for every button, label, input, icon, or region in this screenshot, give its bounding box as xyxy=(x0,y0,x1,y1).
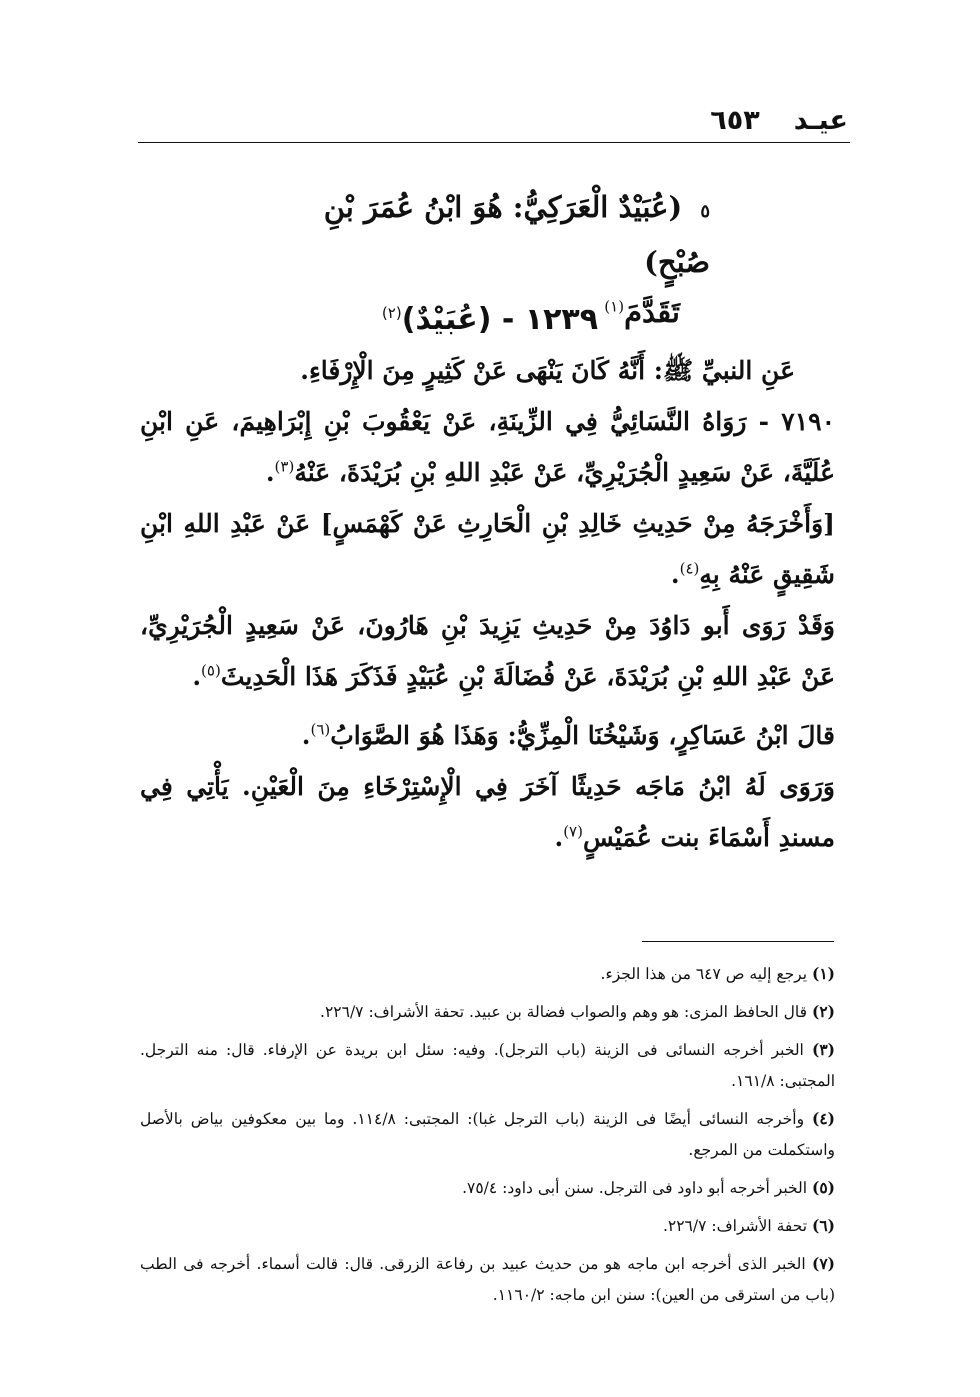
footnote-number: (٤) xyxy=(812,1109,836,1128)
footnote-ref-5: (٥) xyxy=(201,661,221,680)
footnote-number: (٦) xyxy=(811,1216,835,1235)
main-text xyxy=(140,345,835,863)
entry-heading-line2-text: تَقَدَّمَ xyxy=(624,295,680,329)
footnote-ref-7: (٧) xyxy=(563,822,583,841)
paragraph-4-text: وَقَدْ رَوَى أَبو دَاوُدَ مِنْ حَدِيثِ يَزِيدَ بْنِ هَارُونَ، عَنْ سَعِيدٍ الْجُرَيْرِيِّ، عَنْ عَبْدِ اللهِ بْنِ بُرَيْدَةَ، عَنْ فُضَالَةَ بْنِ عُبَيْدٍ فَذَكَرَ هَذَا الْحَدِيثَ xyxy=(140,611,835,691)
footnote-text: الخبر الذى أخرجه ابن ماجه هو من حديث عبيد بن رفاعة الزرقى. قال: قالت أسماء. أخرجه فى الطب (باب من استرقى من العين): سنن ابن ماجه: ١١٦٠/٢. xyxy=(140,1255,835,1304)
footnote-ref-1: (١) xyxy=(604,297,625,316)
entry-bullet: ٥ xyxy=(700,201,710,222)
footnote-text: قال الحافظ المزى: هو وهم والصواب فضالة بن عبيد. تحفة الأشراف: ٢٢٦/٧. xyxy=(320,1003,808,1021)
heading-dash: - xyxy=(501,302,515,337)
footnote-text: يرجع إليه ص ٦٤٧ من هذا الجزء. xyxy=(600,965,808,983)
hadith-number-heading xyxy=(0,296,980,344)
header-title: عيـد xyxy=(793,104,848,136)
footnote-ref-3: (٣) xyxy=(274,457,295,476)
footnote-number: (٢) xyxy=(811,1002,835,1021)
footnote-text: الخبر أخرجه أبو داود فى الترجل. سنن أبى داود: ٧٥/٤. xyxy=(462,1179,808,1197)
hadith-number: ١٢٣٩ xyxy=(524,302,599,337)
footnote-item xyxy=(140,1210,835,1242)
footnote-item xyxy=(140,1248,835,1311)
footnote-text: الخبر أخرجه النسائى فى الزينة (باب الترجل). وفيه: سئل ابن بريدة عن الإرفاء. قال: منه الترجل. المجتبى: ١٦١/٨. xyxy=(140,1041,835,1090)
footnote-number: (١) xyxy=(811,964,835,983)
paragraph-1: عَنِ النبيِّ ﷺ: أَنَّهُ كَانَ يَنْهَى عَنْ كَثِيرٍ مِنَ الْإِرْفَاءِ. xyxy=(300,356,795,385)
footnote-number: (٧) xyxy=(811,1254,835,1273)
paragraph-4: وَقَدْ رَوَى أَبو دَاوُدَ مِنْ حَدِيثِ يَزِيدَ بْنِ هَارُونَ، عَنْ سَعِيدٍ الْجُرَيْرِيِّ، عَنْ عَبْدِ اللهِ بْنِ بُرَيْدَةَ، عَنْ فُضَالَةَ بْنِ عُبَيْدٍ فَذَكَرَ هَذَا الْحَدِيثَ$^{(٥)}$. xyxy=(140,611,835,691)
paragraph-3: [وَأَخْرَجَهُ مِنْ حَدِيثِ خَالِدِ بْنِ الْحَارِثِ عَنْ كَهْمَسٍ] عَنْ عَبْدِ اللهِ ابْنِ شَقِيقٍ عَنْهُ بِهِ$^{(٤)}$. xyxy=(140,509,835,589)
footnote-ref-2: (٢) xyxy=(381,304,402,322)
footnote-item xyxy=(140,1103,835,1166)
footnote-separator xyxy=(642,941,834,942)
paragraph-3-text: [وَأَخْرَجَهُ مِنْ حَدِيثِ خَالِدِ بْنِ الْحَارِثِ عَنْ كَهْمَسٍ] عَنْ عَبْدِ اللهِ ابْنِ شَقِيقٍ عَنْهُ بِهِ xyxy=(140,509,835,589)
footnote-item xyxy=(140,1034,835,1097)
header-rule xyxy=(138,142,850,143)
footnote-number: (٥) xyxy=(811,1178,835,1197)
narrator-name: (عُبَيْدٌ) xyxy=(401,302,492,337)
paragraph-2: ٧١٩٠ - رَوَاهُ النَّسَائِيُّ فِي الزِّينَةِ، عَنْ يَعْقُوبَ بْنِ إِبْرَاهِيمَ، عَنِ ابْنِ عُلَيَّةَ، عَنْ سَعِيدٍ الْجُرَيْرِيِّ، عَنْ عَبْدِ اللهِ بْنِ بُرَيْدَةَ، عَنْهُ$^{(٣)}$. xyxy=(140,407,835,487)
paragraph-5-text: قالَ ابْنُ عَسَاكِرٍ، وَشَيْخُنَا الْمِزِّيُّ: وَهَذَا هُوَ الصَّوَابُ xyxy=(330,721,835,750)
footnote-ref-4: (٤) xyxy=(679,559,700,578)
footnote-item xyxy=(140,996,835,1028)
paragraph-6: وَرَوَى لَهُ ابْنُ مَاجَه حَدِيثًا آخَرَ فِي الْإِسْتِرْخَاءِ مِنَ الْعَيْنِ. يَأْتِي فِي مسندِ أَسْمَاءَ بنت عُمَيْسٍ$^{(٧)}$. xyxy=(140,772,835,852)
footnote-item xyxy=(140,958,835,990)
footnote-text: وأخرجه النسائى أيضًا فى الزينة (باب الترجل غبا): المجتبى: ١١٤/٨. وما بين معكوفين بياض بالأصل واستكملت من المرجع. xyxy=(140,1110,835,1159)
footnotes xyxy=(140,958,835,1317)
page-number: ٦٥٣ xyxy=(710,104,760,136)
footnote-item xyxy=(140,1172,835,1204)
paragraph-6-text: وَرَوَى لَهُ ابْنُ مَاجَه حَدِيثًا آخَرَ فِي الْإِسْتِرْخَاءِ مِنَ الْعَيْنِ. يَأْتِي فِي مسندِ أَسْمَاءَ بنت عُمَيْسٍ xyxy=(140,772,835,852)
running-header xyxy=(138,100,848,140)
paragraph-2-text: ٧١٩٠ - رَوَاهُ النَّسَائِيُّ فِي الزِّينَةِ، عَنْ يَعْقُوبَ بْنِ إِبْرَاهِيمَ، عَنِ ابْنِ عُلَيَّةَ، عَنْ سَعِيدٍ الْجُرَيْرِيِّ، عَنْ عَبْدِ اللهِ بْنِ بُرَيْدَةَ، عَنْهُ xyxy=(140,407,835,487)
footnote-ref-6: (٦) xyxy=(310,720,331,739)
footnote-text: تحفة الأشراف: ٢٢٦/٧. xyxy=(662,1217,808,1235)
entry-heading-line1: (عُبَيْدٌ الْعَرَكِيُّ: هُوَ ابْنُ عُمَرَ بْنِ صُبْحٍ) xyxy=(323,190,710,279)
spacer xyxy=(140,702,835,710)
footnote-number: (٣) xyxy=(811,1040,835,1059)
paragraph-5: قالَ ابْنُ عَسَاكِرٍ، وَشَيْخُنَا الْمِزِّيُّ: وَهَذَا هُوَ الصَّوَابُ$^{(٦)}$. xyxy=(301,720,835,750)
